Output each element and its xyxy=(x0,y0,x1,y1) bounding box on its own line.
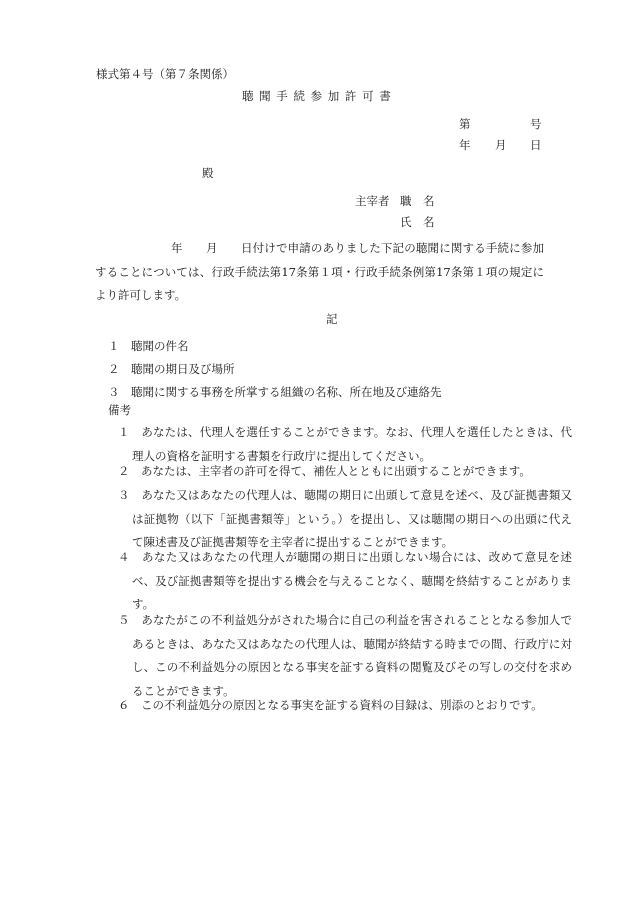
remark-4 xyxy=(118,546,572,617)
doc-number-suffix: 号 xyxy=(530,117,542,131)
item-number: ３ xyxy=(108,385,120,399)
body-text: 年 月 日付けで申請のありました下記の聴聞に関する手続に参加することについては、行政手続法第17条第１項・行政手続条例第17条第１項の規定により許可します。 xyxy=(95,241,544,302)
presiding-officer-role: 主宰者 xyxy=(355,194,390,208)
presiding-officer-name: 氏 名 xyxy=(400,215,435,229)
date-month: 月 xyxy=(495,138,507,152)
remark-text: この不利益処分の原因となる事実を証する資料の目録は、別添のとおりです。 xyxy=(141,698,543,712)
date-year: 年 xyxy=(459,138,471,152)
date-day: 日 xyxy=(530,138,542,152)
remark-3 xyxy=(118,484,572,555)
ki-heading: 記 xyxy=(326,312,338,326)
addressee-honorific: 殿 xyxy=(202,166,214,180)
remark-text: あなたがこの不利益処分がされた場合に自己の利益を害されることとなる参加人であるときは、あなた又はあなたの代理人は、聴聞が終結する時までの間、行政庁に対し、この不利益処分の原因となる事実を証する資料の閲覧及びその写しの交付を求めることができます。 xyxy=(132,613,573,698)
remark-number: １ xyxy=(118,425,130,439)
remark-2 xyxy=(118,460,572,484)
item-text: 聴聞の件名 xyxy=(131,339,189,353)
remark-number: ４ xyxy=(118,550,130,564)
remark-text: あなた又はあなたの代理人は、聴聞の期日に出頭して意見を述べ、及び証拠書類又は証拠物（以下「証拠書類等」という。）を提出し、又は聴聞の期日への出頭に代えて陳述書及び証拠書類等を主宰者に提出することができます。 xyxy=(132,488,573,549)
remark-5 xyxy=(118,609,572,703)
item-number: ２ xyxy=(108,362,120,376)
item-2 xyxy=(108,358,235,381)
item-3 xyxy=(108,381,442,404)
doc-number-prefix: 第 xyxy=(459,117,471,131)
remark-number: ２ xyxy=(118,464,130,478)
item-text: 聴聞の期日及び場所 xyxy=(131,362,235,376)
item-1 xyxy=(108,335,189,358)
presiding-officer-title: 職 名 xyxy=(400,194,435,208)
remark-text: あなたは、代理人を選任することができます。なお、代理人を選任したときは、代理人の資格を証明する書類を行政庁に提出してください。 xyxy=(132,425,573,463)
item-number: １ xyxy=(108,339,120,353)
remark-6 xyxy=(118,694,572,718)
remark-text: あなたは、主宰者の許可を得て、補佐人とともに出頭することができます。 xyxy=(141,464,531,478)
document-title: 聴 聞 手 続 参 加 許 可 書 xyxy=(242,89,392,103)
remark-number: ６ xyxy=(118,698,130,712)
form-label: 様式第４号（第７条関係） xyxy=(96,67,234,81)
remark-number: ５ xyxy=(118,613,130,627)
remarks-heading: 備考 xyxy=(108,403,131,417)
item-text: 聴聞に関する事務を所掌する組織の名称、所在地及び連絡先 xyxy=(131,385,442,399)
remark-text: あなた又はあなたの代理人が聴聞の期日に出頭しない場合には、改めて意見を述べ、及び証拠書類等を提出する機会を与えることなく、聴聞を終結することがあります。 xyxy=(132,550,573,611)
remark-number: ３ xyxy=(118,488,130,502)
